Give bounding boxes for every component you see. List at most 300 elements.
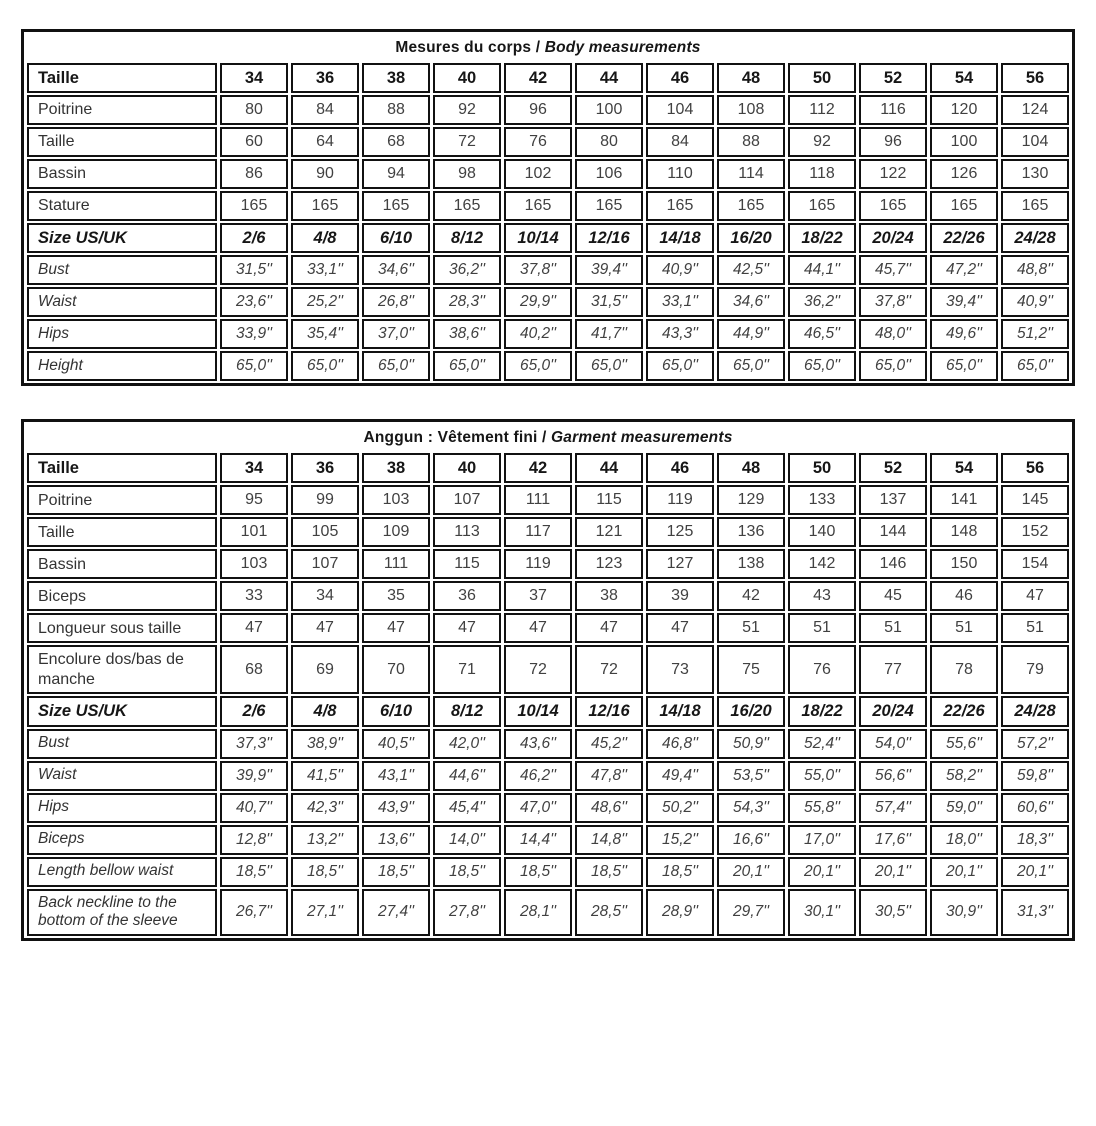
- value-cell: 43,1'': [362, 761, 430, 791]
- value-cell: 46: [646, 63, 714, 93]
- value-cell: 58,2'': [930, 761, 998, 791]
- table-row: [27, 517, 1069, 547]
- value-cell: 41,7'': [575, 319, 643, 349]
- value-cell: 88: [717, 127, 785, 157]
- value-cell: 46: [646, 453, 714, 483]
- value-cell: 154: [1001, 549, 1069, 579]
- value-cell: 14,8'': [575, 825, 643, 855]
- value-cell: 144: [859, 517, 927, 547]
- value-cell: 31,5'': [575, 287, 643, 317]
- row-label: Hips: [27, 319, 217, 349]
- value-cell: 47,0'': [504, 793, 572, 823]
- value-cell: 165: [1001, 191, 1069, 221]
- value-cell: 46: [930, 581, 998, 611]
- value-cell: 51: [717, 613, 785, 643]
- value-cell: 33: [220, 581, 288, 611]
- value-cell: 47: [575, 613, 643, 643]
- value-cell: 10/14: [504, 696, 572, 726]
- value-cell: 28,5'': [575, 889, 643, 937]
- value-cell: 33,9'': [220, 319, 288, 349]
- value-cell: 42,5'': [717, 255, 785, 285]
- value-cell: 101: [220, 517, 288, 547]
- value-cell: 48: [717, 63, 785, 93]
- row-label: Length bellow waist: [27, 857, 217, 887]
- value-cell: 2/6: [220, 223, 288, 253]
- value-cell: 146: [859, 549, 927, 579]
- value-cell: 41,5'': [291, 761, 359, 791]
- value-cell: 38: [362, 63, 430, 93]
- value-cell: 45,4'': [433, 793, 501, 823]
- value-cell: 43,6'': [504, 729, 572, 759]
- value-cell: 42,3'': [291, 793, 359, 823]
- row-label: Encolure dos/bas de manche: [27, 645, 217, 694]
- table-row: [27, 696, 1069, 726]
- value-cell: 138: [717, 549, 785, 579]
- value-cell: 14/18: [646, 223, 714, 253]
- value-cell: 116: [859, 95, 927, 125]
- value-cell: 30,9'': [930, 889, 998, 937]
- table-title-fr: Mesures du corps /: [395, 39, 545, 56]
- value-cell: 40,5'': [362, 729, 430, 759]
- value-cell: 15,2'': [646, 825, 714, 855]
- value-cell: 47: [362, 613, 430, 643]
- value-cell: 55,0'': [788, 761, 856, 791]
- value-cell: 130: [1001, 159, 1069, 189]
- table-row: [27, 793, 1069, 823]
- value-cell: 42,0'': [433, 729, 501, 759]
- row-label: Stature: [27, 191, 217, 221]
- value-cell: 20,1'': [859, 857, 927, 887]
- value-cell: 55,6'': [930, 729, 998, 759]
- value-cell: 65,0'': [646, 351, 714, 381]
- value-cell: 44: [575, 63, 643, 93]
- value-cell: 47,2'': [930, 255, 998, 285]
- table-row: [27, 223, 1069, 253]
- table-title-row: [27, 424, 1069, 451]
- value-cell: 60: [220, 127, 288, 157]
- value-cell: 55,8'': [788, 793, 856, 823]
- table-row: [27, 761, 1069, 791]
- garment-measurements-table: [21, 419, 1075, 941]
- value-cell: 165: [788, 191, 856, 221]
- value-cell: 113: [433, 517, 501, 547]
- value-cell: 117: [504, 517, 572, 547]
- value-cell: 36,2'': [433, 255, 501, 285]
- value-cell: 40: [433, 63, 501, 93]
- value-cell: 148: [930, 517, 998, 547]
- value-cell: 51: [859, 613, 927, 643]
- value-cell: 56,6'': [859, 761, 927, 791]
- value-cell: 16/20: [717, 223, 785, 253]
- value-cell: 42: [504, 453, 572, 483]
- value-cell: 47: [220, 613, 288, 643]
- value-cell: 165: [504, 191, 572, 221]
- value-cell: 59,0'': [930, 793, 998, 823]
- value-cell: 54: [930, 453, 998, 483]
- value-cell: 8/12: [433, 696, 501, 726]
- row-label: Height: [27, 351, 217, 381]
- value-cell: 48,0'': [859, 319, 927, 349]
- value-cell: 72: [433, 127, 501, 157]
- value-cell: 92: [788, 127, 856, 157]
- value-cell: 22/26: [930, 223, 998, 253]
- value-cell: 90: [291, 159, 359, 189]
- table-row: [27, 63, 1069, 93]
- value-cell: 127: [646, 549, 714, 579]
- value-cell: 44,1'': [788, 255, 856, 285]
- value-cell: 20,1'': [1001, 857, 1069, 887]
- value-cell: 14/18: [646, 696, 714, 726]
- row-label: Waist: [27, 287, 217, 317]
- value-cell: 73: [646, 645, 714, 694]
- value-cell: 23,6'': [220, 287, 288, 317]
- value-cell: 65,0'': [433, 351, 501, 381]
- row-label: Bust: [27, 255, 217, 285]
- value-cell: 57,2'': [1001, 729, 1069, 759]
- value-cell: 12/16: [575, 696, 643, 726]
- value-cell: 72: [504, 645, 572, 694]
- value-cell: 47: [646, 613, 714, 643]
- value-cell: 47,8'': [575, 761, 643, 791]
- value-cell: 84: [646, 127, 714, 157]
- value-cell: 18,5'': [362, 857, 430, 887]
- value-cell: 20,1'': [717, 857, 785, 887]
- value-cell: 165: [220, 191, 288, 221]
- value-cell: 51: [930, 613, 998, 643]
- value-cell: 46,5'': [788, 319, 856, 349]
- table-title-row: [27, 34, 1069, 61]
- row-label: Biceps: [27, 581, 217, 611]
- value-cell: 71: [433, 645, 501, 694]
- value-cell: 165: [646, 191, 714, 221]
- value-cell: 39,4'': [575, 255, 643, 285]
- value-cell: 105: [291, 517, 359, 547]
- value-cell: 14,0'': [433, 825, 501, 855]
- value-cell: 12/16: [575, 223, 643, 253]
- value-cell: 165: [433, 191, 501, 221]
- value-cell: 104: [1001, 127, 1069, 157]
- row-label: Bust: [27, 729, 217, 759]
- value-cell: 37,3'': [220, 729, 288, 759]
- value-cell: 98: [433, 159, 501, 189]
- value-cell: 121: [575, 517, 643, 547]
- value-cell: 40,9'': [646, 255, 714, 285]
- table-row: [27, 581, 1069, 611]
- value-cell: 4/8: [291, 223, 359, 253]
- value-cell: 111: [504, 485, 572, 515]
- value-cell: 137: [859, 485, 927, 515]
- value-cell: 104: [646, 95, 714, 125]
- table-row: [27, 255, 1069, 285]
- row-label: Bassin: [27, 159, 217, 189]
- value-cell: 26,8'': [362, 287, 430, 317]
- value-cell: 79: [1001, 645, 1069, 694]
- value-cell: 65,0'': [859, 351, 927, 381]
- value-cell: 140: [788, 517, 856, 547]
- value-cell: 42: [504, 63, 572, 93]
- value-cell: 118: [788, 159, 856, 189]
- table-row: [27, 287, 1069, 317]
- value-cell: 165: [717, 191, 785, 221]
- value-cell: 40,9'': [1001, 287, 1069, 317]
- table-row: [27, 857, 1069, 887]
- value-cell: 46,8'': [646, 729, 714, 759]
- value-cell: 39: [646, 581, 714, 611]
- value-cell: 77: [859, 645, 927, 694]
- value-cell: 65,0'': [362, 351, 430, 381]
- row-label: Taille: [27, 63, 217, 93]
- value-cell: 136: [717, 517, 785, 547]
- value-cell: 40: [433, 453, 501, 483]
- value-cell: 54,0'': [859, 729, 927, 759]
- value-cell: 13,6'': [362, 825, 430, 855]
- value-cell: 8/12: [433, 223, 501, 253]
- value-cell: 47: [504, 613, 572, 643]
- row-label: Size US/UK: [27, 223, 217, 253]
- value-cell: 29,7'': [717, 889, 785, 937]
- table-row: [27, 351, 1069, 381]
- value-cell: 53,5'': [717, 761, 785, 791]
- value-cell: 18/22: [788, 696, 856, 726]
- value-cell: 54,3'': [717, 793, 785, 823]
- value-cell: 68: [220, 645, 288, 694]
- value-cell: 40,7'': [220, 793, 288, 823]
- value-cell: 141: [930, 485, 998, 515]
- value-cell: 18/22: [788, 223, 856, 253]
- value-cell: 165: [575, 191, 643, 221]
- value-cell: 64: [291, 127, 359, 157]
- value-cell: 76: [504, 127, 572, 157]
- value-cell: 33,1'': [646, 287, 714, 317]
- value-cell: 120: [930, 95, 998, 125]
- value-cell: 65,0'': [291, 351, 359, 381]
- row-label: Hips: [27, 793, 217, 823]
- value-cell: 56: [1001, 63, 1069, 93]
- value-cell: 27,8'': [433, 889, 501, 937]
- body-measurements-table: [21, 29, 1075, 386]
- value-cell: 48,8'': [1001, 255, 1069, 285]
- value-cell: 109: [362, 517, 430, 547]
- value-cell: 24/28: [1001, 223, 1069, 253]
- value-cell: 42: [717, 581, 785, 611]
- value-cell: 31,3'': [1001, 889, 1069, 937]
- value-cell: 115: [433, 549, 501, 579]
- table-title: [27, 34, 1069, 61]
- table-row: [27, 889, 1069, 937]
- value-cell: 165: [930, 191, 998, 221]
- table-row: [27, 127, 1069, 157]
- value-cell: 124: [1001, 95, 1069, 125]
- value-cell: 69: [291, 645, 359, 694]
- value-cell: 75: [717, 645, 785, 694]
- value-cell: 38,9'': [291, 729, 359, 759]
- value-cell: 59,8'': [1001, 761, 1069, 791]
- value-cell: 112: [788, 95, 856, 125]
- value-cell: 45: [859, 581, 927, 611]
- value-cell: 125: [646, 517, 714, 547]
- value-cell: 6/10: [362, 223, 430, 253]
- value-cell: 51,2'': [1001, 319, 1069, 349]
- value-cell: 152: [1001, 517, 1069, 547]
- value-cell: 18,3'': [1001, 825, 1069, 855]
- value-cell: 65,0'': [504, 351, 572, 381]
- value-cell: 44,6'': [433, 761, 501, 791]
- value-cell: 126: [930, 159, 998, 189]
- table-row: [27, 825, 1069, 855]
- value-cell: 50,9'': [717, 729, 785, 759]
- table-row: [27, 645, 1069, 694]
- value-cell: 88: [362, 95, 430, 125]
- table-row: [27, 729, 1069, 759]
- value-cell: 43,3'': [646, 319, 714, 349]
- value-cell: 28,3'': [433, 287, 501, 317]
- value-cell: 38,6'': [433, 319, 501, 349]
- table-row: [27, 191, 1069, 221]
- value-cell: 119: [504, 549, 572, 579]
- value-cell: 38: [575, 581, 643, 611]
- value-cell: 72: [575, 645, 643, 694]
- row-label: Biceps: [27, 825, 217, 855]
- value-cell: 48,6'': [575, 793, 643, 823]
- value-cell: 34: [220, 453, 288, 483]
- row-label: Poitrine: [27, 95, 217, 125]
- value-cell: 38: [362, 453, 430, 483]
- value-cell: 39,9'': [220, 761, 288, 791]
- value-cell: 16/20: [717, 696, 785, 726]
- value-cell: 24/28: [1001, 696, 1069, 726]
- value-cell: 45,2'': [575, 729, 643, 759]
- value-cell: 60,6'': [1001, 793, 1069, 823]
- value-cell: 18,5'': [220, 857, 288, 887]
- row-label: Waist: [27, 761, 217, 791]
- value-cell: 46,2'': [504, 761, 572, 791]
- value-cell: 122: [859, 159, 927, 189]
- value-cell: 14,4'': [504, 825, 572, 855]
- value-cell: 43: [788, 581, 856, 611]
- value-cell: 107: [433, 485, 501, 515]
- value-cell: 100: [930, 127, 998, 157]
- table-title-en: Garment measurements: [551, 429, 733, 447]
- value-cell: 80: [575, 127, 643, 157]
- value-cell: 34: [220, 63, 288, 93]
- value-cell: 103: [220, 549, 288, 579]
- value-cell: 65,0'': [1001, 351, 1069, 381]
- value-cell: 34,6'': [717, 287, 785, 317]
- value-cell: 100: [575, 95, 643, 125]
- value-cell: 119: [646, 485, 714, 515]
- value-cell: 28,1'': [504, 889, 572, 937]
- value-cell: 26,7'': [220, 889, 288, 937]
- value-cell: 13,2'': [291, 825, 359, 855]
- value-cell: 114: [717, 159, 785, 189]
- value-cell: 28,9'': [646, 889, 714, 937]
- value-cell: 20/24: [859, 696, 927, 726]
- value-cell: 133: [788, 485, 856, 515]
- value-cell: 18,5'': [646, 857, 714, 887]
- value-cell: 68: [362, 127, 430, 157]
- value-cell: 94: [362, 159, 430, 189]
- value-cell: 142: [788, 549, 856, 579]
- value-cell: 47: [433, 613, 501, 643]
- value-cell: 165: [362, 191, 430, 221]
- value-cell: 36: [291, 63, 359, 93]
- value-cell: 27,4'': [362, 889, 430, 937]
- value-cell: 84: [291, 95, 359, 125]
- value-cell: 36,2'': [788, 287, 856, 317]
- value-cell: 12,8'': [220, 825, 288, 855]
- value-cell: 34,6'': [362, 255, 430, 285]
- value-cell: 27,1'': [291, 889, 359, 937]
- value-cell: 22/26: [930, 696, 998, 726]
- value-cell: 165: [291, 191, 359, 221]
- value-cell: 51: [788, 613, 856, 643]
- value-cell: 52: [859, 453, 927, 483]
- value-cell: 107: [291, 549, 359, 579]
- value-cell: 47: [1001, 581, 1069, 611]
- value-cell: 56: [1001, 453, 1069, 483]
- value-cell: 20,1'': [930, 857, 998, 887]
- value-cell: 50,2'': [646, 793, 714, 823]
- table-row: [27, 95, 1069, 125]
- value-cell: 65,0'': [575, 351, 643, 381]
- value-cell: 17,6'': [859, 825, 927, 855]
- table-row: [27, 453, 1069, 483]
- value-cell: 31,5'': [220, 255, 288, 285]
- value-cell: 96: [504, 95, 572, 125]
- value-cell: 37,0'': [362, 319, 430, 349]
- value-cell: 65,0'': [930, 351, 998, 381]
- value-cell: 108: [717, 95, 785, 125]
- value-cell: 51: [1001, 613, 1069, 643]
- row-label: Bassin: [27, 549, 217, 579]
- value-cell: 34: [291, 581, 359, 611]
- value-cell: 17,0'': [788, 825, 856, 855]
- value-cell: 165: [859, 191, 927, 221]
- row-label: Longueur sous taille: [27, 613, 217, 643]
- table-row: [27, 485, 1069, 515]
- value-cell: 52: [859, 63, 927, 93]
- value-cell: 4/8: [291, 696, 359, 726]
- value-cell: 65,0'': [717, 351, 785, 381]
- value-cell: 44,9'': [717, 319, 785, 349]
- value-cell: 92: [433, 95, 501, 125]
- row-label: Taille: [27, 517, 217, 547]
- value-cell: 49,6'': [930, 319, 998, 349]
- value-cell: 18,0'': [930, 825, 998, 855]
- value-cell: 96: [859, 127, 927, 157]
- value-cell: 44: [575, 453, 643, 483]
- value-cell: 10/14: [504, 223, 572, 253]
- value-cell: 39,4'': [930, 287, 998, 317]
- value-cell: 103: [362, 485, 430, 515]
- value-cell: 47: [291, 613, 359, 643]
- value-cell: 99: [291, 485, 359, 515]
- value-cell: 57,4'': [859, 793, 927, 823]
- value-cell: 111: [362, 549, 430, 579]
- value-cell: 76: [788, 645, 856, 694]
- table-row: [27, 613, 1069, 643]
- value-cell: 78: [930, 645, 998, 694]
- value-cell: 50: [788, 453, 856, 483]
- value-cell: 50: [788, 63, 856, 93]
- value-cell: 16,6'': [717, 825, 785, 855]
- value-cell: 54: [930, 63, 998, 93]
- table-title-fr: Anggun : Vêtement fini /: [363, 429, 552, 447]
- row-label: Poitrine: [27, 485, 217, 515]
- value-cell: 40,2'': [504, 319, 572, 349]
- value-cell: 86: [220, 159, 288, 189]
- row-label: Back neckline to the bottom of the sleeve: [27, 889, 217, 937]
